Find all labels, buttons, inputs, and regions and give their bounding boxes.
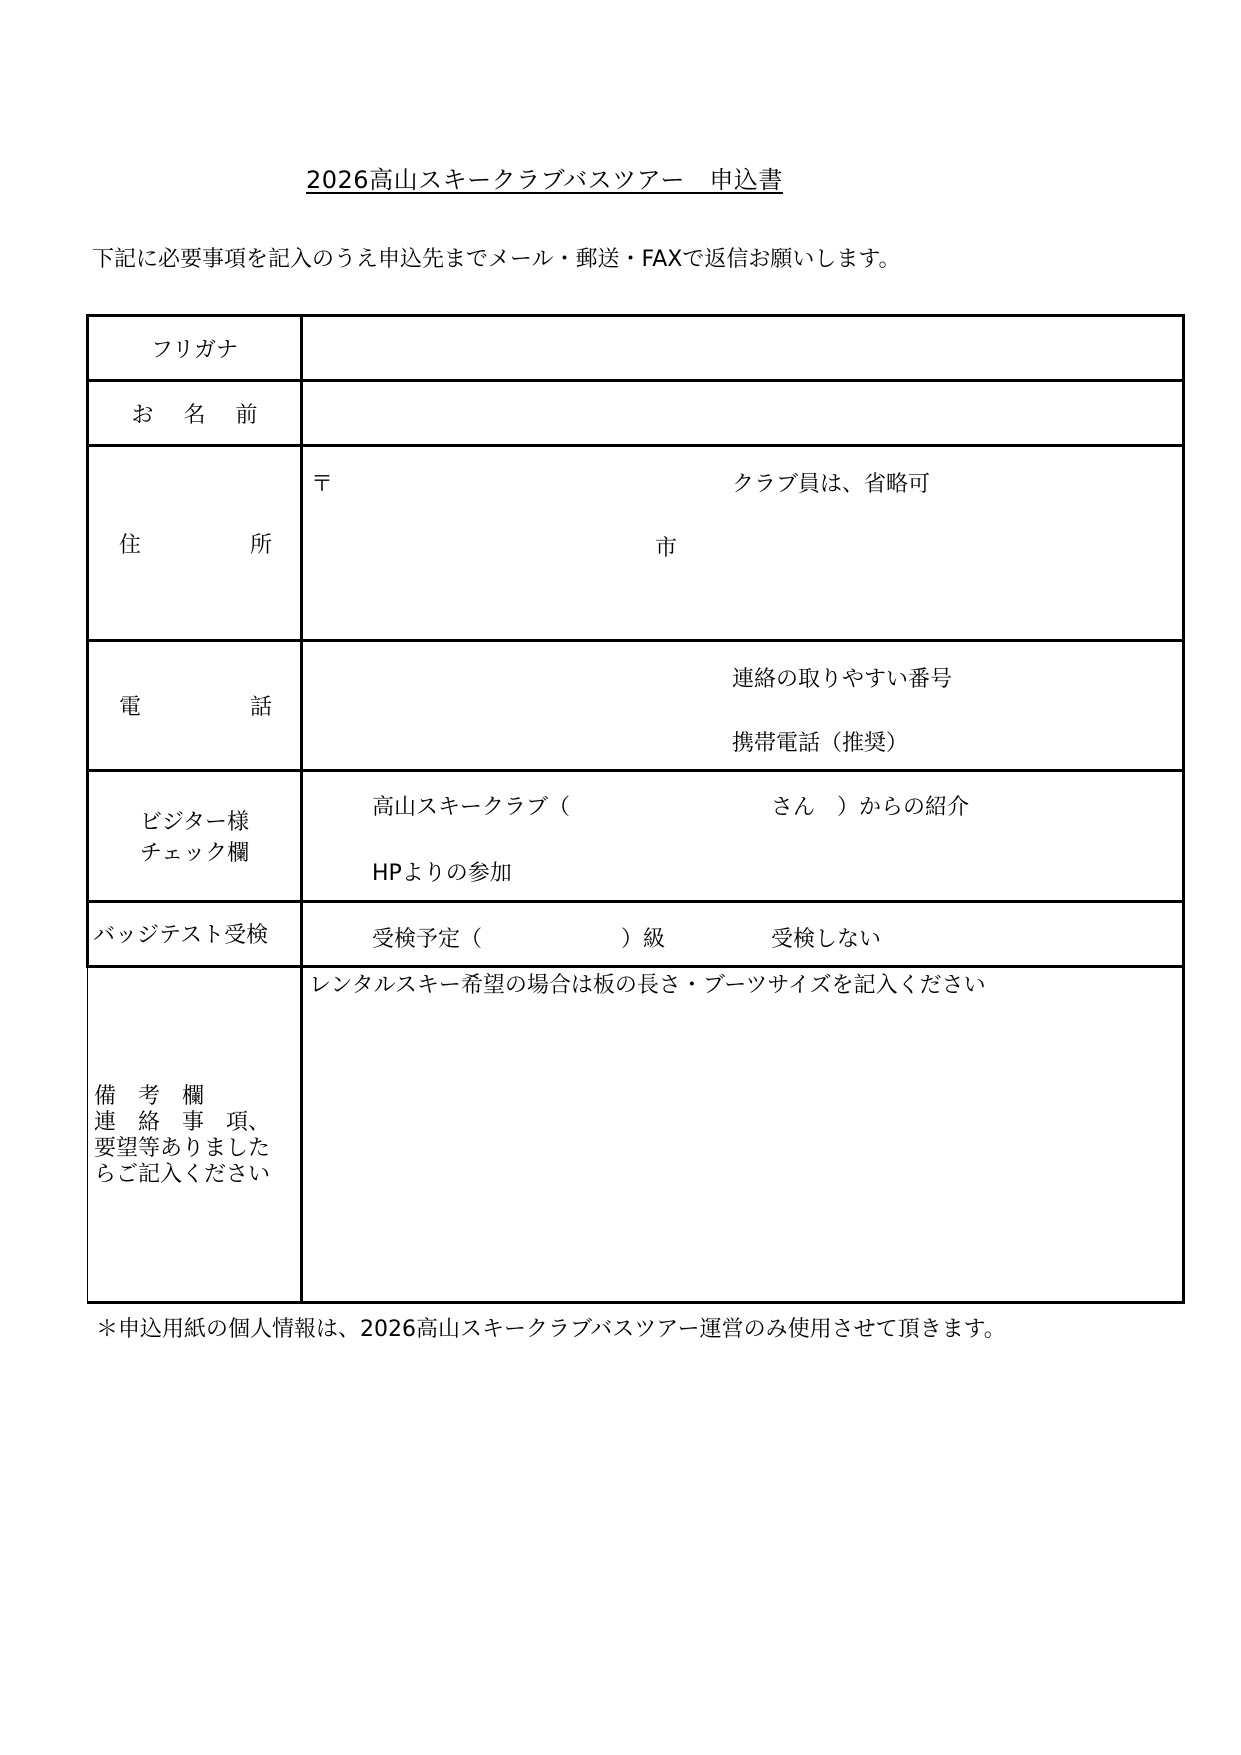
address-row bbox=[88, 446, 1184, 641]
privacy-footnote: ＊申込用紙の個人情報は、2026高山スキークラブバスツアー運営のみ使用させて頂きます。 bbox=[96, 1317, 1006, 1342]
name-label-char: 前 bbox=[235, 402, 258, 428]
furigana-row bbox=[88, 316, 1184, 381]
badge-test-field bbox=[302, 901, 1184, 966]
address-label bbox=[88, 446, 302, 641]
notes-label-line: 連 絡 事 項、 bbox=[94, 1109, 271, 1135]
address-label-char: 住 bbox=[119, 532, 142, 558]
visitor-hp-option[interactable]: HPよりの参加 bbox=[372, 861, 512, 887]
phone-label-char: 話 bbox=[249, 695, 272, 721]
badge-test-none-option[interactable]: 受検しない bbox=[771, 926, 882, 952]
phone-note-mobile: 携帯電話（推奨） bbox=[732, 731, 909, 757]
name-label-char: 名 bbox=[183, 402, 206, 428]
postal-mark: 〒 bbox=[311, 472, 334, 498]
notes-field[interactable] bbox=[302, 966, 1184, 1302]
visitor-row bbox=[88, 771, 1184, 901]
furigana-field[interactable] bbox=[302, 316, 1184, 381]
application-form-table bbox=[86, 314, 1185, 1304]
phone-label-char: 電 bbox=[119, 695, 142, 721]
badge-test-planned-suffix: ）級 bbox=[621, 926, 666, 952]
phone-note-contact: 連絡の取りやすい番号 bbox=[732, 667, 953, 693]
furigana-label: フリガナ bbox=[88, 316, 302, 381]
badge-test-row bbox=[88, 901, 1184, 966]
name-label bbox=[88, 381, 302, 446]
address-note: クラブ員は、省略可 bbox=[732, 472, 931, 498]
visitor-label-line: ビジター様 bbox=[139, 810, 250, 835]
address-label-char: 所 bbox=[249, 532, 272, 558]
page-title: 2026高山スキークラブバスツアー 申込書 bbox=[306, 166, 783, 194]
name-field[interactable] bbox=[302, 381, 1184, 446]
phone-field[interactable] bbox=[302, 641, 1184, 771]
notes-hint: レンタルスキー希望の場合は板の長さ・ブーツサイズを記入ください bbox=[309, 972, 986, 998]
phone-label bbox=[88, 641, 302, 771]
badge-test-planned-prefix: 受検予定（ bbox=[372, 926, 483, 952]
phone-row bbox=[88, 641, 1184, 771]
visitor-field bbox=[302, 771, 1184, 901]
notes-label-line: 備 考 欄 bbox=[94, 1083, 205, 1109]
address-field[interactable] bbox=[302, 446, 1184, 641]
name-label-char: お bbox=[131, 402, 154, 428]
badge-test-label: バッジテスト受検 bbox=[88, 901, 302, 966]
notes-label-line: 要望等ありました bbox=[94, 1135, 271, 1161]
notes-label bbox=[88, 966, 302, 1302]
intro-text: 下記に必要事項を記入のうえ申込先までメール・郵送・FAXで返信お願いします。 bbox=[92, 247, 901, 272]
name-row bbox=[88, 381, 1184, 446]
notes-row bbox=[88, 966, 1184, 1302]
city-label: 市 bbox=[655, 536, 678, 562]
notes-label-line: らご記入ください bbox=[94, 1161, 271, 1187]
visitor-label-line: チェック欄 bbox=[139, 841, 250, 866]
visitor-label bbox=[88, 771, 302, 901]
visitor-referral-prefix: 高山スキークラブ（ bbox=[372, 795, 571, 821]
visitor-referral-suffix: さん ）からの紹介 bbox=[771, 795, 970, 821]
